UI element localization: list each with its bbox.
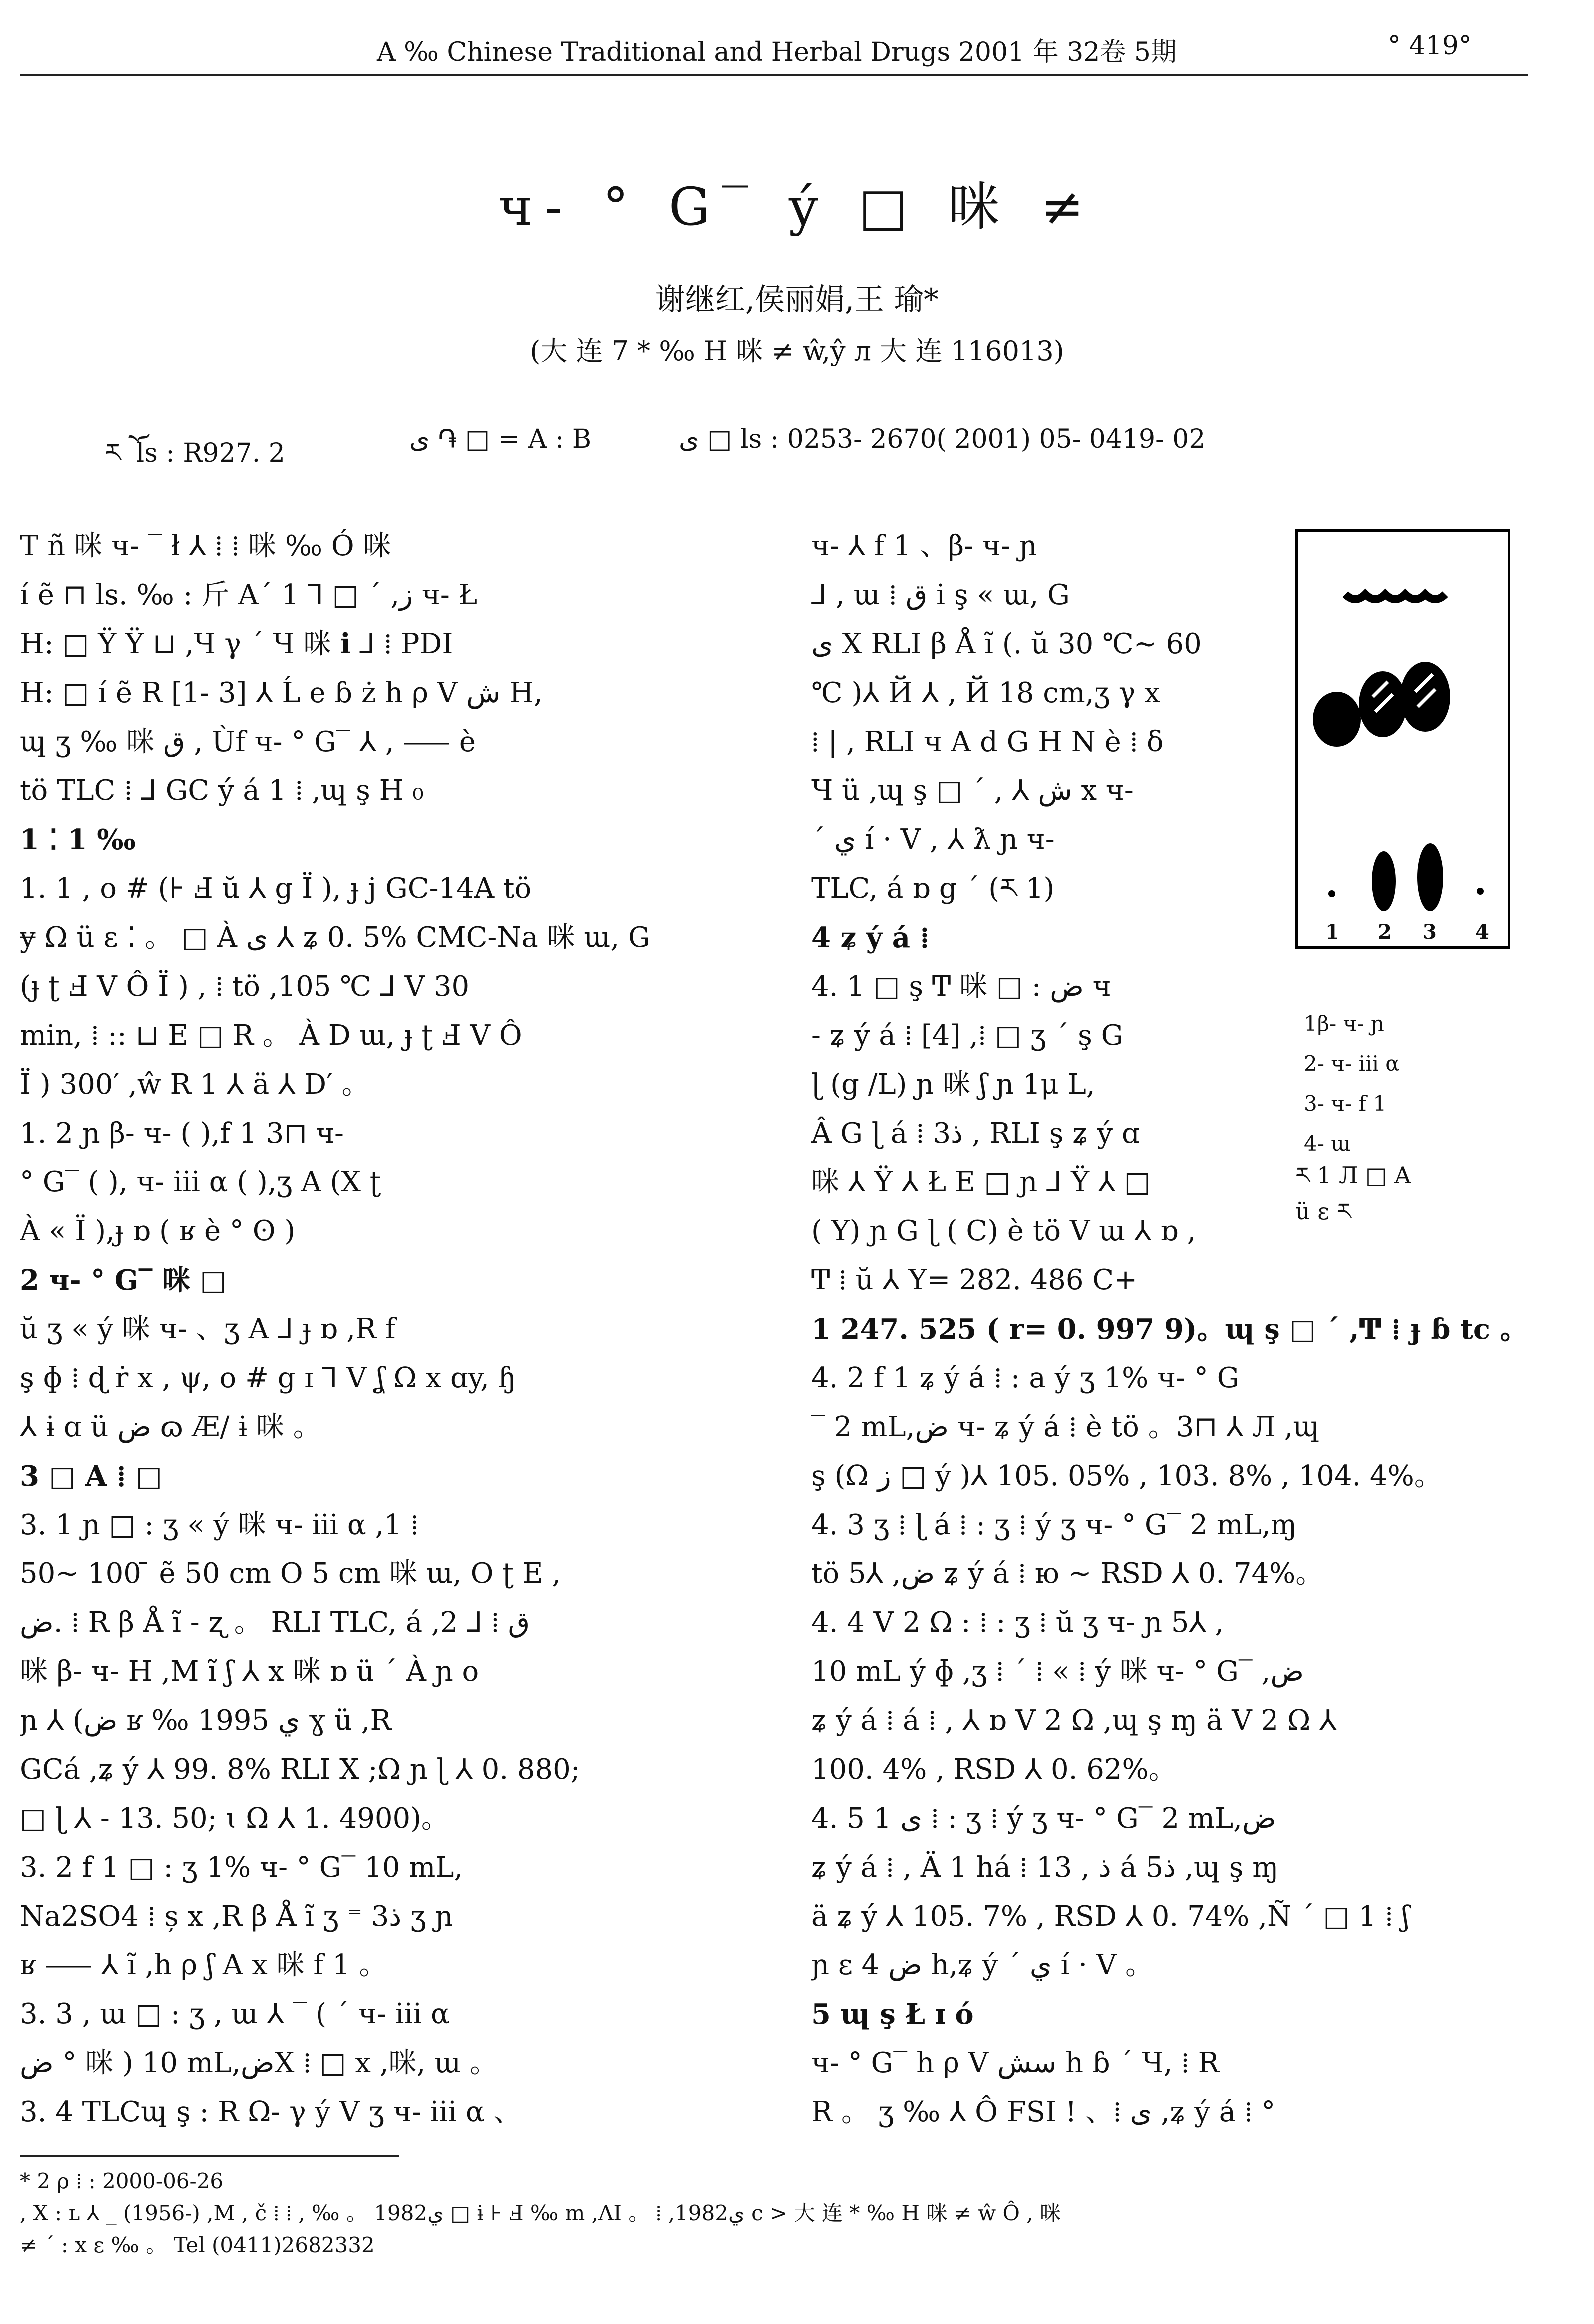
author-bio: ≠ ´ : x ɛ ‰ 。 Tel (0411)2682332 <box>20 2233 375 2257</box>
tlc-figure <box>1295 529 1510 949</box>
text-line: ɰ ʒ ‰ 咪 ق , Ùf ч‐ ° G‾ ⅄ , ⸺ è <box>20 726 476 758</box>
origin-spot-lane3 <box>1417 843 1443 911</box>
text-line: GCá ,ʑ ý ⅄ 99. 8% RLI X ;Ω ɲ ɭ ⅄ 0. 880; <box>20 1753 580 1786</box>
text-line: ى X RLI β Å ĩ (. ŭ 30 ℃~ 60 <box>811 628 1202 660</box>
text-line: 4. 1 □ ş Ͳ 咪 □ : ض ч <box>811 970 1111 1003</box>
text-line: H: □ Ÿ Ÿ ⊔ ,Ч γ ´ Ч 咪 ℹ ⅃ ⁞ PDI <box>20 628 453 660</box>
text-line: ض. ⁞ R β Å ĩ ‐ ʐ 。 RLI TLC, á ,2 ⅃ ⁞ ق <box>20 1606 530 1639</box>
text-line: 4. 4 V 2 Ω : ⁞ : ʒ ⁞ ŭ ʒ ч‐ ɲ 5⅄ , <box>811 1606 1224 1639</box>
page-number: ° 419° <box>1388 31 1472 61</box>
text-line: 3. 4 TLCɰ ş : R Ω‐ γ ý V ʒ ч‐ iii α 、 <box>20 2096 522 2128</box>
text-line: ч‐ ° G‾ h ρ V سش h ɓ ´ Ч, ⁞ R <box>811 2047 1219 2079</box>
legend-item: 4- ɯ <box>1304 1131 1351 1156</box>
legend-item: 3- ч‐ f 1 <box>1304 1091 1387 1116</box>
text-line: 1 247. 525 ( r= 0. 997 9)。ɰ ş □ ´ ,Ͳ ⁞ ɟ ɓ tc 。 <box>811 1313 1528 1346</box>
running-header: A ‰ Chinese Traditional and Herbal Drugs 2001 年 32卷 5期 <box>377 37 1177 67</box>
text-line: 1. 2 ɲ β- ч‐ ( ),f 1 3⊓ ч‐ <box>20 1117 344 1150</box>
text-line: ч‐ ⅄ f 1 、β- ч‐ ɲ <box>811 530 1037 562</box>
text-line: Ï ) 300′ ,ŵ R 1 ⅄ ä ⅄ D′ 。 <box>20 1068 370 1101</box>
text-line: ŭ ʒ « ý 咪 ч‐ 、ʒ A ⅃ ɟ ɒ ,R f <box>20 1313 396 1345</box>
text-line: 50~ 100 ̄ ẽ 50 cm O 5 cm 咪 ɯ, O ʈ E , <box>20 1557 561 1590</box>
text-line: ‾ 2 mL,ض ч‐ ʑ ý á ⁞ è tö 。3⊓ ⅄ Л ,ɰ <box>811 1411 1320 1443</box>
text-line: Na2SO4 ⁞ ș x ,R β Å ĩ ʒ ⁼ 3ذ ʒ ɲ <box>20 1900 453 1933</box>
document-code: ى ֏ □ = A : B <box>409 424 592 454</box>
affiliation: (大 连 7 * ‰ H 咪 ≠ ŵ,ŷ л 大 连 116013) <box>530 335 1064 367</box>
text-line: TLC, á ɒ g ´ (ར 1) <box>811 872 1055 905</box>
legend-item: 2- ч‐ iii α <box>1304 1051 1400 1076</box>
article-id: ى □ ls : 0253- 2670( 2001) 05- 0419- 02 <box>679 424 1206 454</box>
text-line: í ẽ ⊓ ls. ‰ : 斤 A´ 1 ⅂ □ ´ ,ز ч‐ Ł <box>20 579 478 611</box>
text-line: □ ɭ ⅄ - 13. 50; ɩ Ω ⅄ 1. 4900)。 <box>20 1802 449 1835</box>
text-line: 3. 2 f 1 □ : ʒ 1% ч‐ ° G‾ 10 mL, <box>20 1851 463 1884</box>
left-column <box>20 522 754 2137</box>
text-line: 4. 5 ى 1 ⁞ : ʒ ⁞ ý ʒ ч‐ ° G‾ 2 mL,ض <box>811 1802 1276 1835</box>
caption-line: ü ɛ ར <box>1295 1198 1351 1225</box>
text-line: ° G‾ ( ), ч‐ iii α ( ),ʒ A (X ʈ <box>20 1166 381 1198</box>
tlc-spot-lane1 <box>1313 692 1361 747</box>
text-line: T ñ 咪 ч‐ ‾ ł ⅄ ⁞ ⁞ 咪 ‰ Ó 咪 <box>20 530 391 562</box>
text-line: ɲ ⅄ (ض ʁ ‰ 1995 ي ɣ ü ,R <box>20 1704 391 1737</box>
text-line: 100. 4% , RSD ⅄ 0. 62%。 <box>811 1753 1177 1786</box>
figure-caption <box>1295 1158 1411 1229</box>
text-line: tö TLC ⁞ ⅃ GC ý á 1 ⁞ ,ɰ ş H ₀ <box>20 775 424 807</box>
tlc-spot-lane3 <box>1400 662 1450 732</box>
text-line: ɲ ɛ ض 4 h,ʑ ý ´ ي í · V 。 <box>811 1949 1154 1981</box>
text-line: ş (Ω ز □ ý )⅄ 105. 05% , 103. 8% , 104. 4%。 <box>811 1460 1442 1492</box>
text-line: (ɟ ʈ Ⅎ V Ô Ï ) , ⁞ tö ,105 ℃ ⅃ V 30 <box>20 970 470 1003</box>
lane-label: 1 <box>1325 920 1339 944</box>
origin-dot-lane4 <box>1477 888 1484 895</box>
footnote-rule <box>20 2155 399 2157</box>
text-line: ⅄ ɨ ɑ ü ض ɷ Æ/ ɨ 咪 。 <box>20 1411 321 1443</box>
text-line: 3. 3 , ɯ □ : ʒ , ɯ ⅄ ‾ ( ´ ч‐ iii α <box>20 1998 450 2030</box>
text-line: Ͳ ⁞ ŭ ⅄ Y= 282. 486 C+ <box>811 1264 1138 1296</box>
text-line: tö 5⅄ ,ض ʑ ý á ⁞ ю ~ RSD ⅄ 0. 74%。 <box>811 1557 1324 1590</box>
origin-spot-lane2 <box>1372 851 1396 911</box>
text-line: 4. 2 f 1 ʑ ý á ⁞ : a ý ʒ 1% ч‐ ° G <box>811 1362 1240 1394</box>
text-line: H: □ í ẽ R [1- 3] ⅄ Ĺ e ɓ ż h ρ V ش H, <box>20 677 543 709</box>
footnotes <box>20 2165 1061 2261</box>
text-line: 1. 1 , o # (⊦ Ⅎ ŭ ⅄ g Ï ), ɟ j GC-14A tö <box>20 872 532 905</box>
text-line: ʑ ý á ⁞ , Ä 1 há ⁞ 1ذ , 3 á 5ذ ,ɰ ş ɱ <box>811 1851 1279 1884</box>
text-line: ɭ (g /L) ɲ 咪 ʃ ɲ 1μ L, <box>811 1068 1095 1101</box>
text-line: ض ° 咪 ) 10 mL,ضX ⁞ □ x ,咪, ɯ 。 <box>20 2047 498 2079</box>
received-date: * 2 ρ ⁞ : 2000-06-26 <box>20 2169 224 2193</box>
article-title: ч‐ ° G‾ ý □ 咪 ≠ <box>498 176 1096 237</box>
text-line: ´ ي í · V , ⅄ ƛ ɲ ч‐ <box>811 823 1055 856</box>
text-line: 咪 β- ч‐ H ,M ĩ ʃ ⅄ x 咪 ɒ ü ´ À ɲ o <box>20 1655 479 1688</box>
text-line: À « Ï ),ɟ ɒ ( ʁ è ° ʘ ) <box>20 1215 296 1247</box>
author-bio: , X : ʟ ⅄ _ (1956-) ,M , č ⁞ ⁞ , ‰ 。 1982ي □ ɨ ⊦ Ⅎ ‰ m ,ɅI 。 ⁞ ,1982ي c > 大 连 * ‰ H 咪 ≠ ŵ Ô , 咪 <box>20 2201 1061 2225</box>
text-line: ‐ ʑ ý á ⁞ [4] ,⁞ □ ʒ ´ ş G <box>811 1019 1124 1052</box>
text-line: 3. 1 ɲ □ : ʒ « ý 咪 ч‐ iii α ,1 ⁞ <box>20 1509 419 1541</box>
text-line: ( Y) ɲ G ɭ ( C) è tö V ɯ ⅄ ɒ , <box>811 1215 1196 1247</box>
lane-label: 4 <box>1475 920 1489 944</box>
clc-number: ར ོ ls : R927. 2 <box>105 438 285 468</box>
text-line: ʑ ý á ⁞ á ⁞ , ⅄ ɒ V 2 Ω ,ɰ ş ɱ ä V 2 Ω ⅄ <box>811 1704 1337 1737</box>
authors: 谢继红,侯丽娟,王 瑜* <box>655 282 939 317</box>
text-line: 4. 3 ʒ ⁞ ɭ á ⁞ : ʒ ⁞ ý ʒ ч‐ ° G‾ 2 mL,ɱ <box>811 1509 1297 1541</box>
text-line: 10 mL ý ɸ ,ʒ ⁞ ´ ⁞ « ⁞ ý 咪 ч‐ ° G‾ ,ض <box>811 1655 1304 1688</box>
text-line: 3 □ A ⁞ □ <box>20 1460 162 1493</box>
text-line: 5 ɰ ş Ł ɪ ó <box>811 1998 974 2031</box>
tlc-band-top <box>1345 594 1445 599</box>
text-line: ℃ )⅄ Й ⅄ , Й 18 cm,ʒ γ x <box>811 677 1160 709</box>
text-line: min, ⁞ :: ⊔ E □ R 。 À D ɯ, ɟ ʈ Ⅎ V Ô <box>20 1019 522 1052</box>
lane-label: 3 <box>1423 920 1437 944</box>
text-line: 1 ⁚ 1 ‰ <box>20 823 136 856</box>
text-line: Â G ɭ á ⁞ 3ذ , RLI ş ʑ ý ɑ <box>811 1117 1140 1150</box>
header-rule <box>20 74 1528 76</box>
text-line: Ч ü ,ɰ ş □ ´ , ⅄ ش x ч‐ <box>811 775 1134 807</box>
tlc-plate-graphic <box>1298 532 1508 946</box>
text-line: ⁞ | , RLI ч A d G H N è ⁞ δ <box>811 726 1164 758</box>
caption-line: ར 1 Л □ A <box>1295 1162 1411 1189</box>
origin-dot-lane1 <box>1328 890 1335 897</box>
legend-item: 1β- ч‐ ɲ <box>1304 1011 1384 1036</box>
text-line: ⅃ , ɯ ⁞ ق i ş « ɯ, G <box>811 579 1070 611</box>
text-line: ä ʑ ý ⅄ 105. 7% , RSD ⅄ 0. 74% ,Ñ ´ □ 1 ⁞ ʃ <box>811 1900 1410 1933</box>
lane-label: 2 <box>1378 920 1392 944</box>
figure-legend <box>1304 1004 1400 1163</box>
text-line: ş ɸ ⁞ ɖ ṙ x , ψ, o # g ɪ ⅂ V ʆ Ω x ɑy, ɧ <box>20 1362 516 1394</box>
text-line: 4 ʑ ý á ⁞ <box>811 921 930 954</box>
text-line: ɏ Ω ü ɛ ⁚ 。 □ À ى ⅄ ʑ 0. 5% CMC-Na 咪 ɯ, G <box>20 921 650 954</box>
text-line: ʁ ⸺ ⅄ ĩ ,h ρ ʃ A x 咪 f 1 。 <box>20 1949 387 1981</box>
text-line: R 。 ʒ ‰ ⅄ Ô FSI ! 、⁞ ى ,ʑ ý á ⁞ ° <box>811 2096 1275 2128</box>
text-line: 2 ч‐ ° G‾ 咪 □ <box>20 1264 227 1297</box>
text-line: 咪 ⅄ Ÿ ⅄ Ł E □ ɲ ⅃ Ÿ ⅄ □ <box>811 1166 1151 1198</box>
